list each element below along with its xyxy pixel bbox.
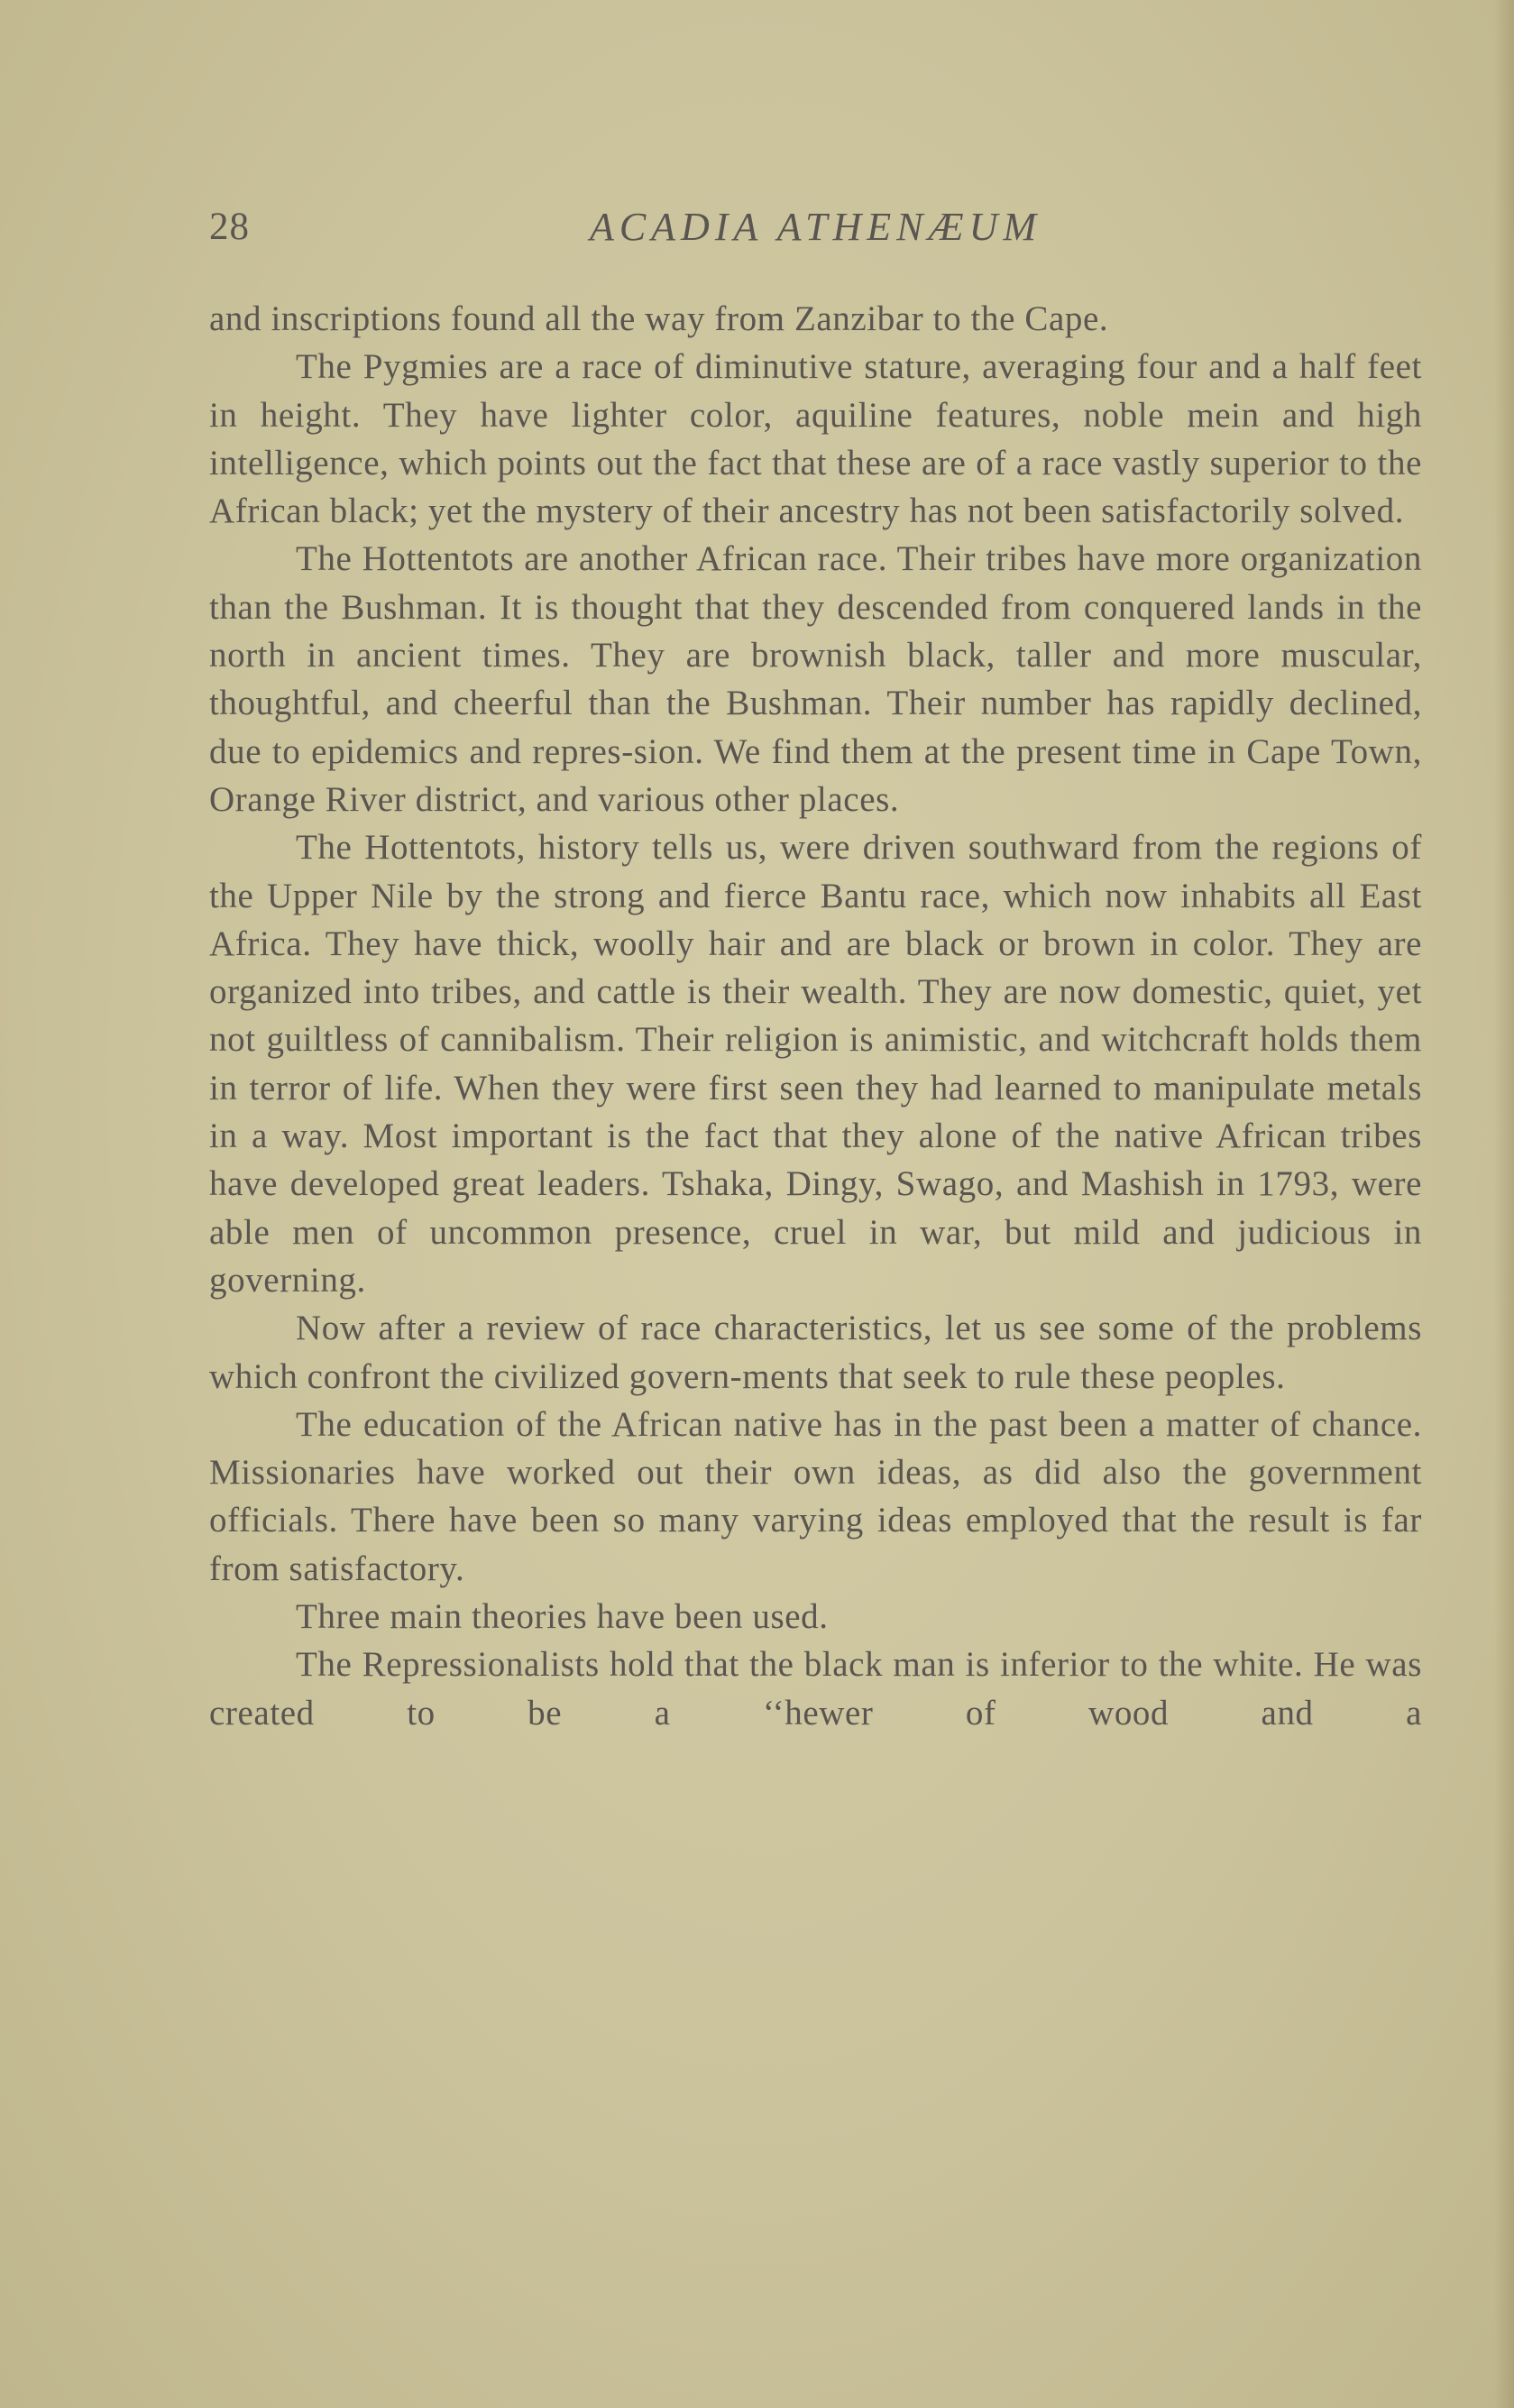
- paragraph-2: The Pygmies are a race of diminutive stature, averaging four and a half feet in height. They have lighter color, aquiline features, noble mein and high intelligence, which points out the fact that these are of a race vastly superior to the African black; yet the mystery of their ancestry has not been satisfactorily solved.: [209, 347, 1422, 531]
- page-edge-shadow: [1494, 0, 1514, 2408]
- paragraph-5: Now after a review of race characteristics, let us see some of the problems which confront the civilized govern-ments that seek to rule these peoples.: [209, 1309, 1422, 1396]
- paragraph-3: The Hottentots are another African race. Their tribes have more organization than the Bushman. It is thought that they descended from conquered lands in the north in ancient times. They are brownish black, taller and more muscular, thoughtful, and cheerful than the Bushman. Their number has rapidly declined, due to epidemics and repres-sion. We find them at the present time in Cape Town, Orange River district, and various other places.: [209, 539, 1422, 819]
- paragraph-8: The Repressionalists hold that the black man is inferior to the white. He was created to be a ‘‘hewer of wood and a: [209, 1645, 1422, 1732]
- body-text: [209, 295, 1422, 1737]
- page-header: [209, 200, 1422, 254]
- running-title: ACADIA ATHENÆUM: [589, 205, 1042, 249]
- paragraph-7: Three main theories have been used.: [296, 1597, 829, 1637]
- page-number: 28: [209, 206, 250, 248]
- paragraph-6: The education of the African native has in the past been a matter of chance. Missionaries have worked out their own ideas, as did also the government officials. There have been so many varying ideas employed that the result is far from satisfactory.: [209, 1404, 1422, 1588]
- paragraph-1: and inscriptions found all the way from Zanzibar to the Cape.: [209, 299, 1109, 338]
- paragraph-4: The Hottentots, history tells us, were driven southward from the regions of the Upper Nile by the strong and fierce Bantu race, which now inhabits all East Africa. They have thick, woolly hair and are black or brown in color. They are organized into tribes, and cattle is their wealth. They are now domestic, quiet, yet not guiltless of cannibalism. Their religion is animistic, and witchcraft holds them in terror of life. When they were first seen they had learned to manipulate metals in a way. Most important is the fact that they alone of the native African tribes have developed great leaders. Tshaka, Dingy, Swago, and Mashish in 1793, were able men of uncommon presence, cruel in war, but mild and judicious in governing.: [209, 828, 1422, 1300]
